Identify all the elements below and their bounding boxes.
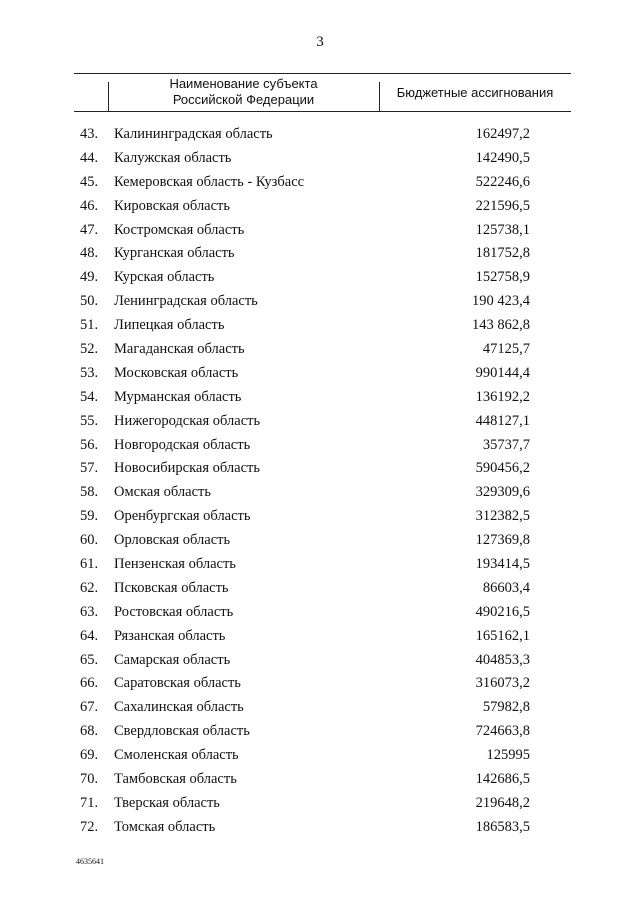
table-row [0,816,640,840]
region-name: Калужская область [114,149,232,166]
row-number: 72. [80,818,99,835]
region-name: Курская область [114,269,215,286]
row-number: 57. [80,460,99,477]
table-row [0,171,640,195]
budget-value: 990144,4 [475,364,530,381]
header-region-name-line2: Российской Федерации [172,92,315,107]
table-body [0,123,640,840]
budget-value: 165162,1 [475,627,530,644]
row-number: 49. [80,269,99,286]
region-name: Новгородская область [114,436,251,453]
region-name: Мурманская область [114,388,242,405]
budget-value: 724663,8 [475,723,530,740]
table-row [0,696,640,720]
document-id: 4635641 [76,857,104,866]
row-number: 50. [80,293,99,310]
budget-value: 312382,5 [475,508,530,525]
budget-value: 329309,6 [475,484,530,501]
header-region-name [108,76,379,108]
region-name: Тверская область [114,794,220,811]
budget-value: 316073,2 [475,675,530,692]
table-row [0,720,640,744]
row-number: 47. [80,221,99,238]
table-row [0,481,640,505]
region-name: Самарская область [114,651,231,668]
budget-value: 190 423,4 [472,293,530,310]
row-number: 51. [80,317,99,334]
table-row [0,123,640,147]
budget-value: 448127,1 [475,412,530,429]
table-row [0,362,640,386]
table-row [0,410,640,434]
table-row [0,195,640,219]
region-name: Омская область [114,484,211,501]
table-row [0,744,640,768]
region-name: Саратовская область [114,675,241,692]
row-number: 45. [80,173,99,190]
budget-value: 590456,2 [475,460,530,477]
region-name: Костромская область [114,221,245,238]
table-row [0,577,640,601]
table-row [0,768,640,792]
budget-value: 86603,4 [482,579,530,596]
row-number: 53. [80,364,99,381]
row-number: 66. [80,675,99,692]
table-row [0,219,640,243]
budget-value: 490216,5 [475,603,530,620]
table-row [0,672,640,696]
region-name: Пензенская область [114,556,236,573]
row-number: 59. [80,508,99,525]
row-number: 70. [80,771,99,788]
page-number: 3 [316,34,324,50]
budget-value: 143 862,8 [472,317,530,334]
budget-value: 125738,1 [475,221,530,238]
region-name: Рязанская область [114,627,226,644]
row-number: 44. [80,149,99,166]
table-row [0,649,640,673]
region-name: Нижегородская область [114,412,261,429]
region-name: Магаданская область [114,341,245,358]
region-name: Смоленская область [114,747,239,764]
header-region-name-line1: Наименование субъекта [169,76,318,91]
region-name: Московская область [114,364,239,381]
budget-value: 57982,8 [482,699,530,716]
row-number: 56. [80,436,99,453]
budget-value: 125995 [486,747,530,764]
row-number: 48. [80,245,99,262]
row-number: 63. [80,603,99,620]
table-row [0,147,640,171]
header-budget: Бюджетные ассигнования [396,85,554,100]
region-name: Свердловская область [114,723,250,740]
budget-value: 181752,8 [475,245,530,262]
budget-value: 47125,7 [482,341,530,358]
row-number: 58. [80,484,99,501]
row-number: 62. [80,579,99,596]
table-row [0,625,640,649]
table-row [0,792,640,816]
table-row [0,529,640,553]
region-name: Томская область [114,818,216,835]
region-name: Липецкая область [114,317,225,334]
budget-value: 221596,5 [475,197,530,214]
region-name: Кемеровская область - Кузбасс [114,173,305,190]
region-name: Кировская область [114,197,231,214]
row-number: 65. [80,651,99,668]
table-row [0,553,640,577]
row-number: 69. [80,747,99,764]
table-row [0,242,640,266]
table-row [0,338,640,362]
row-number: 54. [80,388,99,405]
budget-value: 142686,5 [475,771,530,788]
region-name: Псковская область [114,579,229,596]
row-number: 68. [80,723,99,740]
region-name: Курганская область [114,245,235,262]
budget-value: 152758,9 [475,269,530,286]
budget-value: 142490,5 [475,149,530,166]
region-name: Тамбовская область [114,771,237,788]
row-number: 64. [80,627,99,644]
row-number: 46. [80,197,99,214]
row-number: 43. [80,126,99,142]
table-row [0,290,640,314]
region-name: Калининградская область [114,126,273,142]
budget-value: 162497,2 [475,126,530,142]
row-number: 55. [80,412,99,429]
table-row [0,505,640,529]
table-row [0,266,640,290]
budget-value: 35737,7 [482,436,530,453]
budget-value: 127369,8 [475,532,530,549]
table-row [0,434,640,458]
row-number: 61. [80,556,99,573]
region-name: Орловская область [114,532,231,549]
row-number: 60. [80,532,99,549]
region-name: Оренбургская область [114,508,251,525]
table-row [0,601,640,625]
budget-value: 219648,2 [475,794,530,811]
table-row [0,457,640,481]
budget-value: 404853,3 [475,651,530,668]
table-row [0,386,640,410]
region-name: Новосибирская область [114,460,260,477]
region-name: Ленинградская область [114,293,258,310]
region-name: Сахалинская область [114,699,244,716]
table-header [74,73,571,112]
region-name: Ростовская область [114,603,234,620]
row-number: 67. [80,699,99,716]
budget-value: 193414,5 [475,556,530,573]
budget-value: 522246,6 [475,173,530,190]
budget-value: 136192,2 [475,388,530,405]
row-number: 52. [80,341,99,358]
budget-value: 186583,5 [475,818,530,835]
row-number: 71. [80,794,99,811]
table-row [0,314,640,338]
